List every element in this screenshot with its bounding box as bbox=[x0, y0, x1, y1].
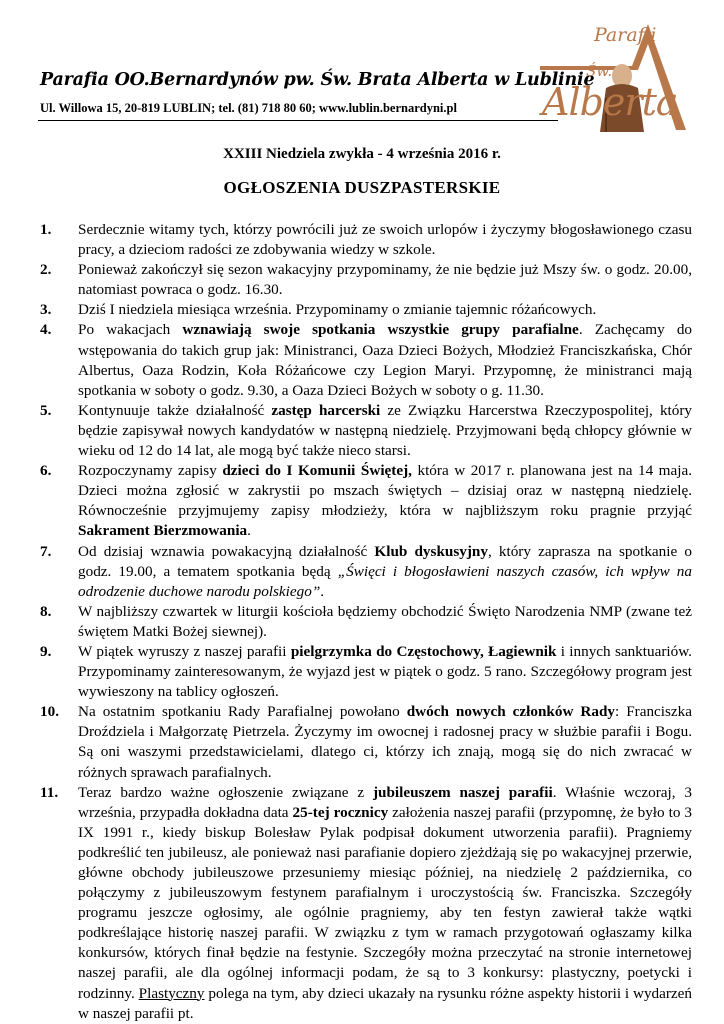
list-item bbox=[40, 542, 692, 602]
logo-text-parafii: Parafii bbox=[594, 24, 657, 46]
list-item bbox=[40, 260, 692, 300]
list-item bbox=[40, 461, 692, 541]
item-text: Ponieważ zakończył się sezon wakacyjny przypominamy, że nie będzie już Mszy św. o godz. 20.00, natomiast powraca o godz. 16.30. bbox=[78, 261, 692, 299]
item-text: Dziś I niedziela miesiąca września. Przypominamy o zmianie tajemnic różańcowych. bbox=[78, 301, 597, 319]
list-item bbox=[40, 642, 692, 702]
announcements-list bbox=[40, 220, 692, 1024]
list-item bbox=[40, 300, 692, 320]
item-text: Serdecznie witamy tych, którzy powrócili już ze swoich urlopów i życzymy błogosławionego czasu pracy, a dzieciom radości ze zdobywania wiedzy w szkole. bbox=[78, 221, 692, 259]
item-text: W najbliższy czwartek w liturgii kościoła będziemy obchodzić Święto Narodzenia NMP (zwane też świętem Matki Bożej siewnej). bbox=[78, 602, 692, 640]
item-text: W piątek wyruszy z naszej parafii pielgrzymka do Częstochowy, Łagiewnik i innych sanktuariów. Przypominamy zainteresowanym, że wyjazd jest w piątek o godz. 5 rano. Szczegółowy program jest wywieszony na tablicy ogłoszeń. bbox=[78, 642, 692, 701]
sunday-date: XXIII Niedziela zwykła - 4 września 2016 r. bbox=[223, 146, 501, 162]
list-item bbox=[40, 401, 692, 461]
parish-logo bbox=[536, 20, 688, 132]
item-number: 3. bbox=[40, 301, 52, 319]
parish-address: Ul. Willowa 15, 20-819 LUBLIN; tel. (81) 718 80 60; www.lublin.bernardyni.pl bbox=[40, 101, 457, 115]
list-item bbox=[40, 320, 692, 400]
item-number: 8. bbox=[40, 602, 52, 620]
list-item bbox=[40, 783, 692, 1024]
logo-text-sw: Św. bbox=[586, 62, 613, 80]
item-text: Kontynuuje także działalność zastęp harcerski ze Związku Harcerstwa Rzeczypospolitej, który będzie zapisywał nowych kandydatów w następną niedzielę. Przyjmowani będą chłopcy głównie w wieku od 12 do 14 lat, ale mogą być także nieco starsi. bbox=[78, 401, 693, 460]
parish-name-heading: Parafia OO.Bernardynów pw. Św. Brata Alberta w Lublinie bbox=[40, 70, 595, 90]
item-number: 11. bbox=[40, 783, 59, 801]
item-text: Na ostatnim spotkaniu Rady Parafialnej powołano dwóch nowych członków Rady: Franciszka Droździela i Małgorzatę Pietrzela. Życzymy im owocnej i radosnej pracy w służbie parafii i Bogu. Są oni waszymi przedstawicielami, dlatego ci, którzy ich znają, mogą się do nich zwracać w różnych sprawach parafialnych. bbox=[78, 703, 693, 781]
list-item bbox=[40, 702, 692, 782]
item-number: 6. bbox=[40, 462, 52, 480]
list-item bbox=[40, 602, 692, 642]
item-text: Rozpoczynamy zapisy dzieci do I Komunii Świętej, która w 2017 r. planowana jest na 14 maja. Dzieci można zgłosić w zakrystii po mszach świętych – dzisiaj oraz w następną niedzielę. Równocześnie przyjmujemy zapisy młodzieży, która w najbliższym roku pragnie przyjąć Sakrament Bierzmowania. bbox=[78, 462, 692, 540]
item-number: 4. bbox=[40, 321, 52, 339]
item-number: 7. bbox=[40, 542, 52, 560]
header-divider bbox=[38, 120, 558, 121]
item-number: 1. bbox=[40, 221, 52, 238]
item-number: 2. bbox=[40, 261, 52, 279]
item-text: Teraz bardzo ważne ogłoszenie związane z jubileuszem naszej parafii. Właśnie wczoraj, 3 września, przypadła dokładna data 25-tej rocznicy założenia naszej parafii (przypomnę, że było to 3 IX 1991 r., kiedy biskup Bolesław Pylak podpisał dokument utworzenia parafii). Pragniemy podkreślić ten jubileusz, ale ponieważ nasi parafianie dopiero zjeżdżają się po wakacyjnej przerwie, główne obchody jubileuszowe przesuniemy miesiąc później, na niedzielę 2 października, co połączymy z jubileuszowym festynem parafialnym i uroczystością św. Franciszka. Szczegóły programu jeszcze ogłosimy, ale ogólnie pragniemy, aby ten festyn zawierał także wątki podkreślające historię naszej parafii. W związku z tym w ramach przygotowań ogłaszamy kilka konkursów, których finał będzie na festynie. Szczegóły można przeczytać na stronie internetowej naszej parafii, ale dla ogólnej informacji podam, że są to 3 konkursy: plastyczny, poetycki i rodzinny. Plastyczny polega na tym, aby dzieci ukazały na rysunku różne aspekty historii i wydarzeń w naszej parafii pt. bbox=[78, 783, 693, 1022]
item-number: 9. bbox=[40, 642, 52, 660]
announcements-title: OGŁOSZENIA DUSZPASTERSKIE bbox=[223, 178, 501, 197]
logo-text-alberta: Alberta bbox=[542, 80, 678, 124]
item-number: 5. bbox=[40, 401, 52, 419]
item-number: 10. bbox=[40, 703, 59, 721]
item-text: Od dzisiaj wznawia powakacyjną działalność Klub dyskusyjny, który zaprasza na spotkanie o godz. 19.00, a tematem spotkania będą „Święci i błogosławieni naszych czasów, ich wpływ na odrodzenie duchowe narodu polskiego”. bbox=[78, 542, 692, 600]
item-text: Po wakacjach wznawiają swoje spotkania wszystkie grupy parafialne. Zachęcamy do wstępowania do takich grup jak: Ministranci, Oaza Dzieci Bożych, Młodzież Franciszkańska, Chór Albertus, Oaza Rodzin, Koła Różańcowe czy Legion Maryi. Przypomnę, że ministranci mają spotkania w soboty o godz. 9.30, a Oaza Dzieci Bożych w soboty o g. 11.30. bbox=[78, 321, 693, 399]
list-item bbox=[40, 220, 692, 260]
